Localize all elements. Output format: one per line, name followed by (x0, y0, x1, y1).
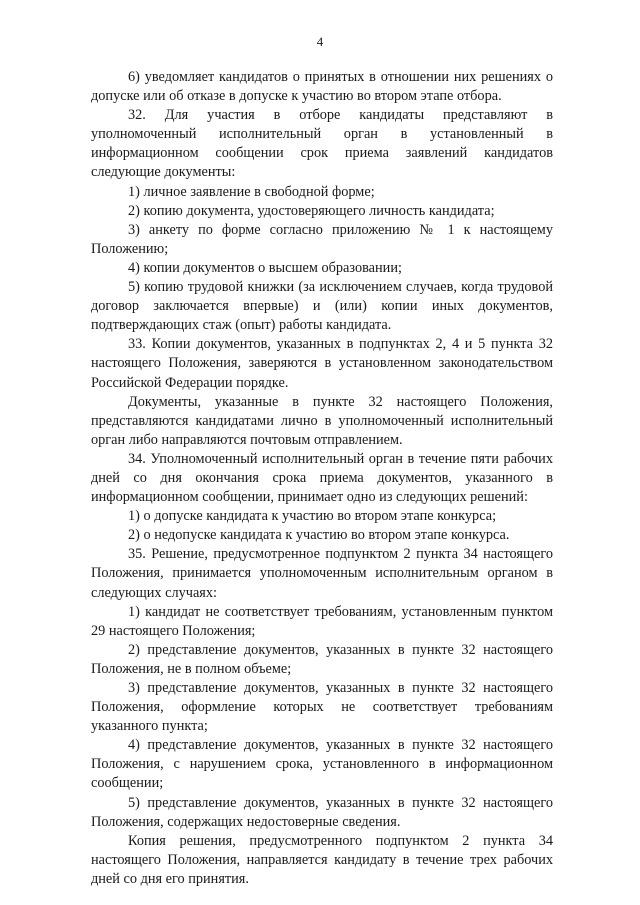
list-item-non-admission: 2) о недопуске кандидата к участию во втором этапе конкурса. (128, 527, 510, 544)
paragraph-clause-34: 34. Уполномоченный исполнительный орган в течение пяти рабочих дней со дня окончания срока приема документов, указанного в информационном сообщении, принимает одно из следующих решений: (91, 450, 553, 506)
list-item-questionnaire: 3) анкету по форме согласно приложению № 1 к настоящему Положению; (91, 221, 553, 257)
paragraph-clause-35: 35. Решение, предусмотренное подпунктом 2 пункта 34 настоящего Положения, принимается уполномоченным исполнительным органом в следующих случаях: (91, 546, 553, 601)
list-item-employment-record: 5) копию трудовой книжки (за исключением случаев, когда трудовой договор заключается впервые) и (или) копии иных документов, подтверждающих стаж (опыт) работы кандидата. (91, 279, 553, 334)
list-item-deadline: 4) представление документов, указанных в пункте 32 настоящего Положения, с нарушением срока, установленного в информационном сообщении; (91, 737, 553, 792)
paragraph-decision-copy: Копия решения, предусмотренного подпунктом 2 пункта 34 настоящего Положения, направляется кандидату в течение трех рабочих дней со дня его принятия. (91, 832, 553, 887)
list-item-incomplete: 2) представление документов, указанных в пункте 32 настоящего Положения, не в полном объеме; (91, 641, 553, 677)
list-item-false-info: 5) представление документов, указанных в пункте 32 настоящего Положения, содержащих недостоверные сведения. (91, 794, 553, 830)
page-number: 4 (316, 34, 324, 49)
list-item-id-copy: 2) копию документа, удостоверяющего личность кандидата; (128, 202, 495, 219)
list-item-admission: 1) о допуске кандидата к участию во втором этапе конкурса; (128, 508, 497, 525)
document-body (91, 68, 553, 889)
list-item-education: 4) копии документов о высшем образовании; (128, 259, 402, 276)
paragraph-item-6: 6) уведомляет кандидатов о принятых в отношении них решениях о допуске или об отказе в допуске к участию во втором этапе отбора. (91, 69, 553, 105)
paragraph-submission: Документы, указанные в пункте 32 настоящего Положения, представляются кандидатами лично в уполномоченный исполнительный орган либо направляются почтовым отправлением. (91, 393, 553, 448)
paragraph-clause-33: 33. Копии документов, указанных в подпунктах 2, 4 и 5 пункта 32 настоящего Положения, заверяются в установленном законодательством Российской Федерации порядке. (91, 336, 553, 391)
paragraph-clause-32: 32. Для участия в отборе кандидаты представляют в уполномоченный исполнительный орган в установленный в информационном сообщении срок приема заявлений кандидатов следующие документы: (91, 107, 553, 181)
list-item-requirements: 1) кандидат не соответствует требованиям, установленным пунктом 29 настоящего Положения; (91, 603, 553, 639)
list-item-application: 1) личное заявление в свободной форме; (128, 183, 375, 200)
list-item-format: 3) представление документов, указанных в пункте 32 настоящего Положения, оформление которых не соответствует требованиям указанного пункта; (91, 680, 553, 735)
